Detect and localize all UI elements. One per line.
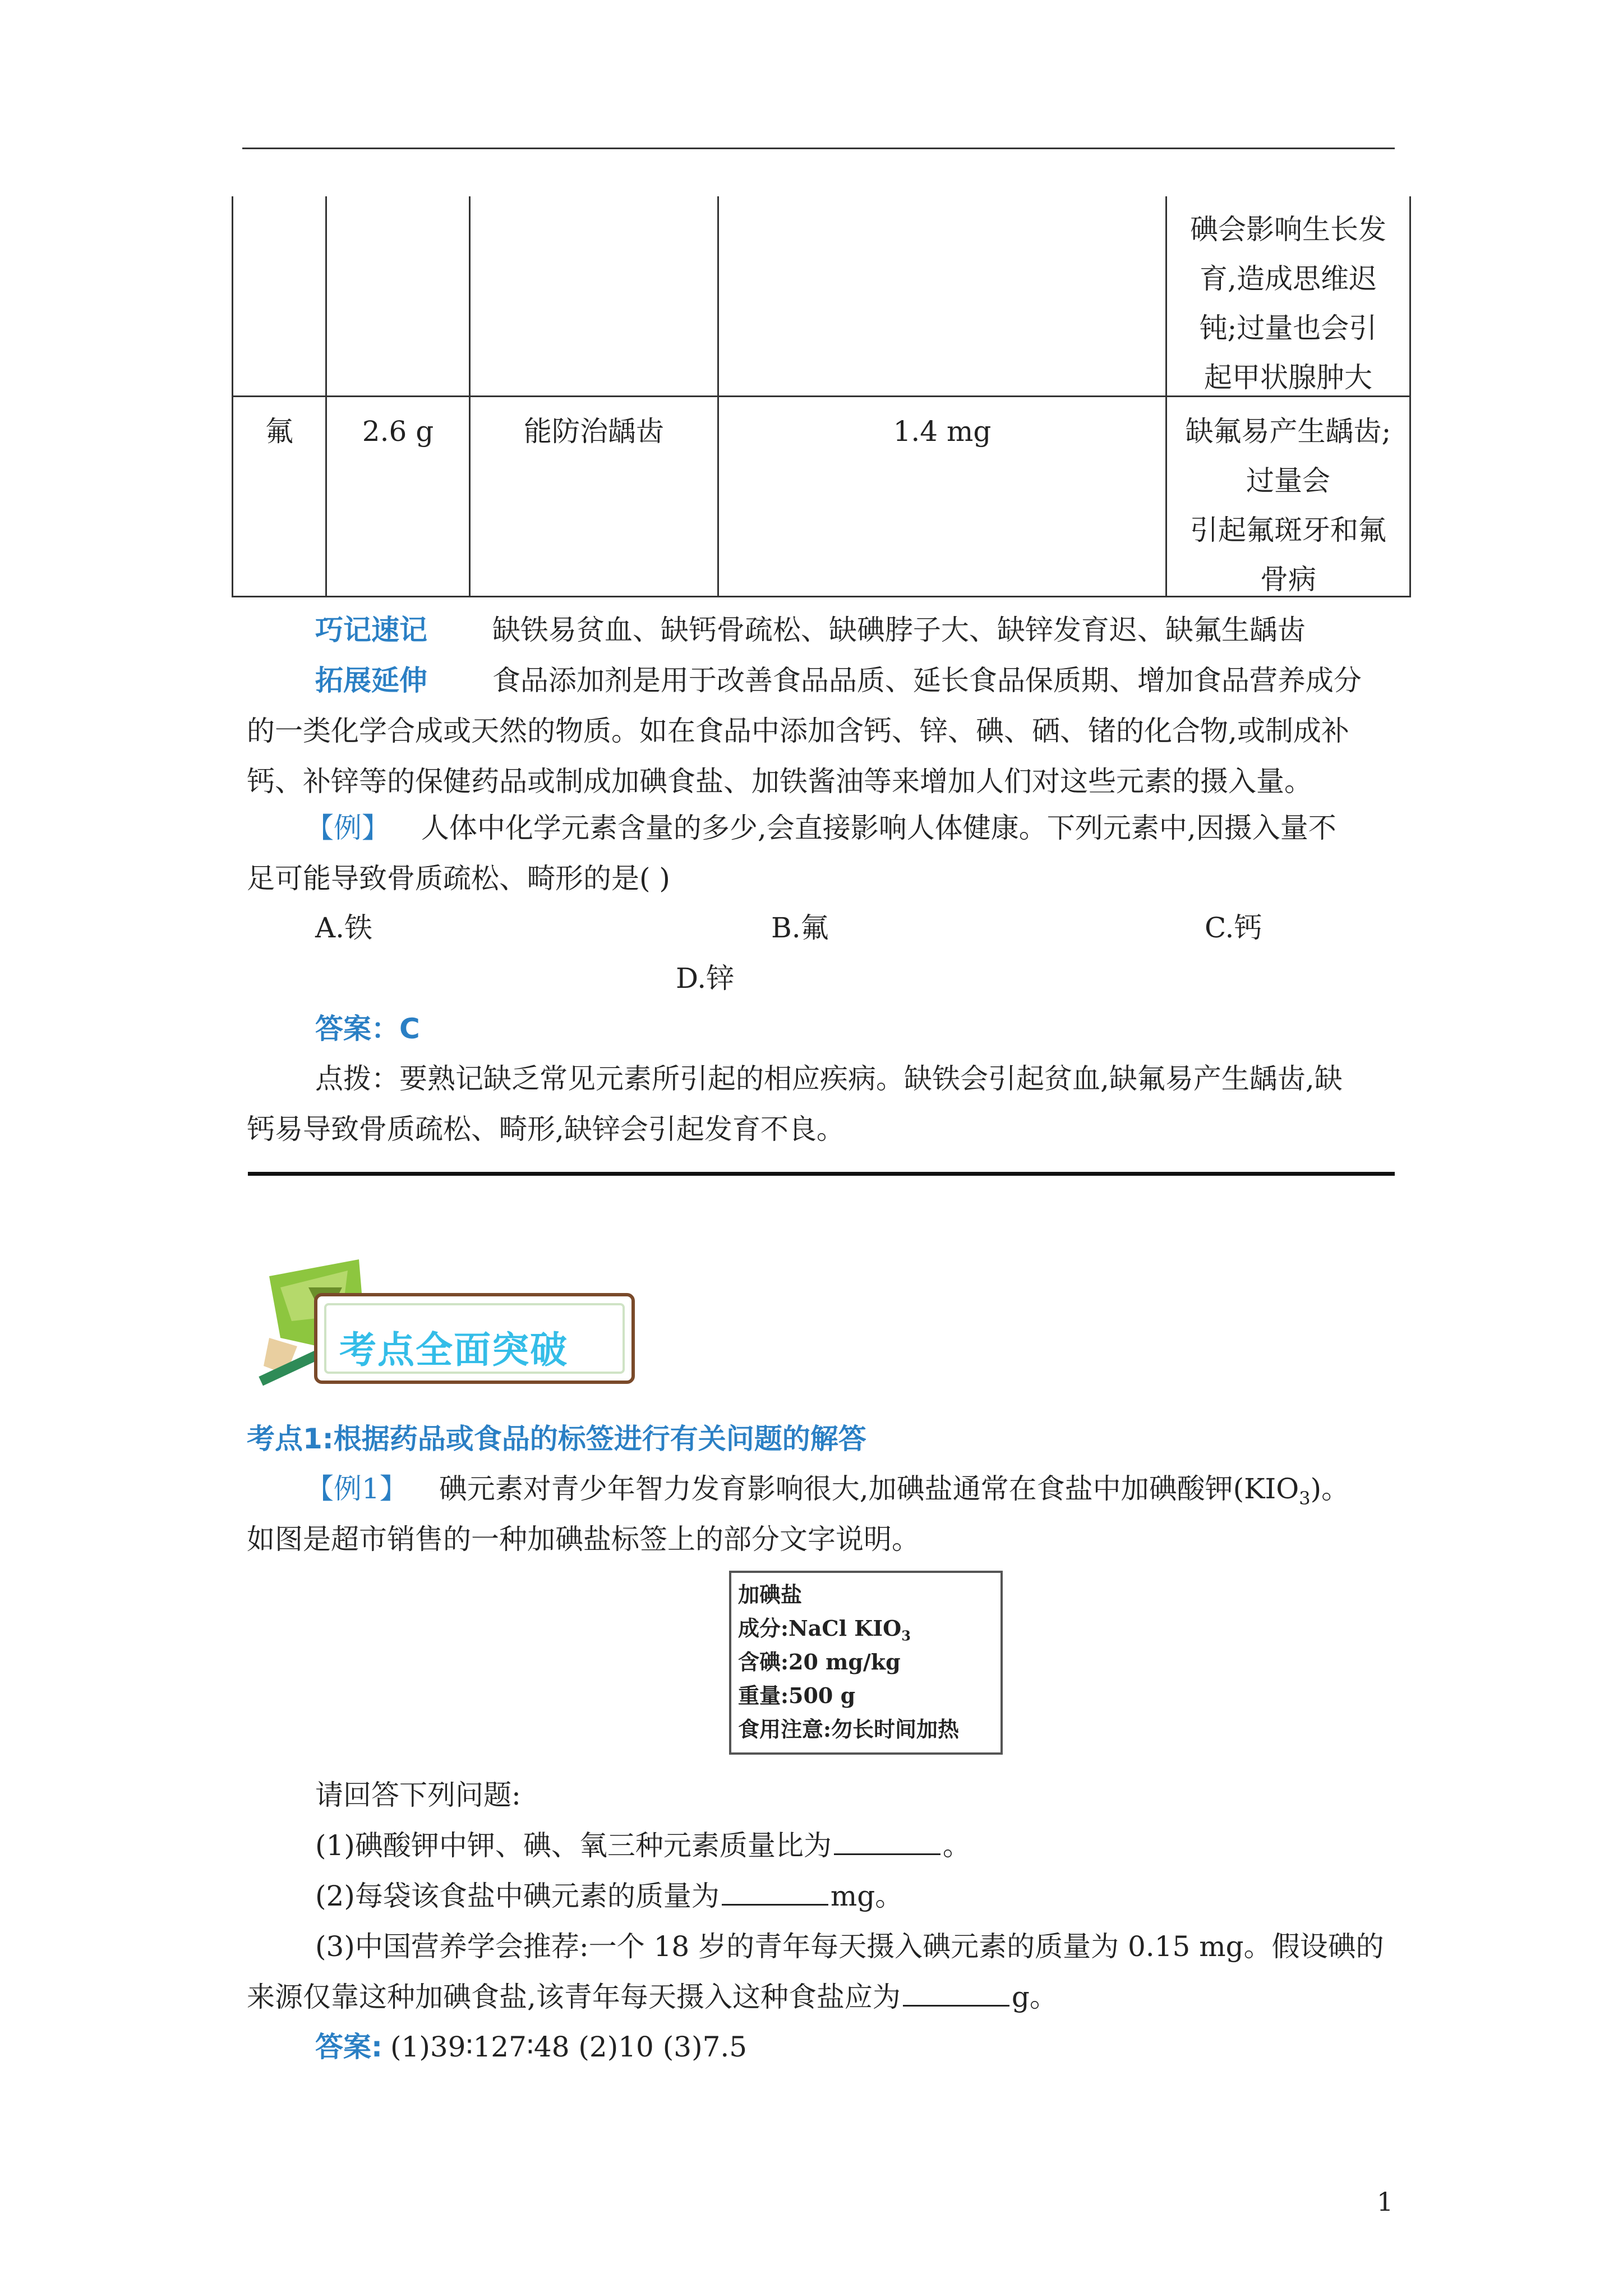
question-3: 来源仅靠这种加碘食盐,该青年每天摄入这种食盐应为 g。 (247, 1981, 1058, 2013)
extension-line: 拓展延伸 食品添加剂是用于改善食品品质、延长食品保质期、增加食品营养成分 (315, 664, 1362, 697)
header-rule (242, 148, 1395, 149)
answer-blank (903, 1980, 1009, 2007)
example-line: 足可能导致骨质疏松、畸形的是( ) (247, 862, 670, 895)
table-cell: 缺氟易产生龋齿; 过量会 引起氟斑牙和氟 骨病 (1185, 415, 1391, 596)
answer-blank (722, 1879, 828, 1906)
question-2: (2)每袋该食盐中碘元素的质量为 mg。 (315, 1880, 903, 1912)
kaodian-example-line: 【例1】 碘元素对青少年智力发育影响很大,加碘盐通常在食盐中加碘酸钾$(KIO_3)$。 (306, 1473, 1350, 1509)
option-c: C.钙 (1205, 912, 1262, 944)
example-line: 【例】 人体中化学元素含量的多少,会直接影响人体健康。下列元素中,因摄入量不 (306, 812, 1336, 844)
memory-tip: 巧记速记 缺铁易贫血、缺钙骨疏松、缺碘脖子大、缺锌发育迟、缺氟生龋齿 (315, 614, 1306, 646)
extension-line: 的一类化学合成或天然的物质。如在食品中添加含钙、锌、碘、硒、锗的化合物,或制成补 (247, 715, 1349, 747)
option-a: A.铁 (315, 912, 373, 944)
kaodian-title: 考点1:根据药品或食品的标签进行有关问题的解答 (247, 1423, 866, 1455)
kaodian-answer: 答案: (1)39∶127∶48 (2)10 (3)7.5 (315, 2031, 748, 2063)
example-hint: 钙易导致骨质疏松、畸形,缺锌会引起发育不良。 (247, 1113, 845, 1145)
question-1: (1)碘酸钾中钾、碘、氧三种元素质量比为 。 (315, 1829, 971, 1862)
table-cell: 氟 (265, 415, 293, 448)
table-cell: 能防治龋齿 (524, 415, 664, 448)
example-answer: 答案：C (315, 1013, 420, 1045)
kaodian-example-line: 如图是超市销售的一种加碘盐标签上的部分文字说明。 (247, 1523, 920, 1556)
element-table (232, 196, 1411, 597)
table-cell: 1.4 mg (893, 415, 992, 448)
option-d: D.锌 (676, 962, 735, 995)
option-b: B.氟 (771, 912, 829, 944)
label-composition: 成分:NaCl $KIO_3$ (738, 1616, 911, 1644)
section-rule (248, 1172, 1395, 1176)
example-hint: 点拨：要熟记缺乏常见元素所引起的相应疾病。缺铁会引起贫血,缺氟易产生龋齿,缺 (315, 1062, 1343, 1095)
banner-title: 考点全面突破 (339, 1328, 568, 1372)
question-prompt: 请回答下列问题: (315, 1779, 521, 1811)
table-cell: 2.6 g (362, 415, 434, 448)
section-banner (247, 1254, 634, 1388)
question-3: (3)中国营养学会推荐:一个 18 岁的青年每天摄入碘元素的质量为 0.15 mg。假设碘的 (315, 1930, 1384, 1963)
page-number: 1 (1377, 2187, 1394, 2217)
table-cell: 碘会影响生长发 育,造成思维迟 钝;过量也会引 起甲状腺肿大 (1190, 213, 1386, 394)
answer-blank (834, 1829, 940, 1855)
extension-line: 钙、补锌等的保健药品或制成加碘食盐、加铁酱油等来增加人们对这些元素的摄入量。 (247, 765, 1312, 798)
salt-label-image: 加碘盐 成分:NaCl $KIO_3$ 含碘:20 mg/kg 重量:500 g 食用注意:勿长时间加热 (729, 1571, 1003, 1755)
